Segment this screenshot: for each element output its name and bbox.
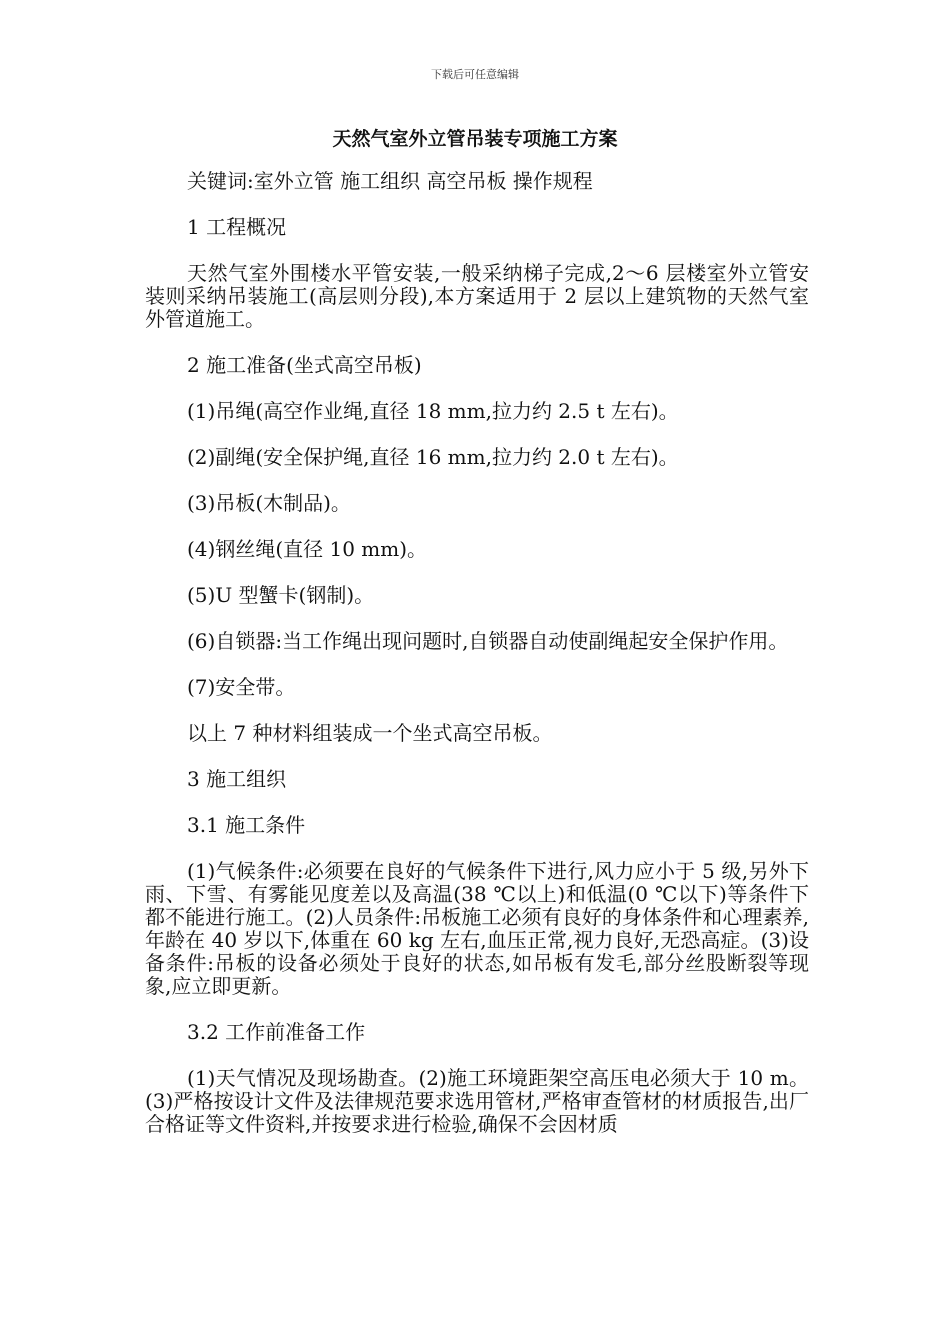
list-item: (3)吊板(木制品)。 xyxy=(187,491,351,515)
list-item: (2)副绳(安全保护绳,直径 16 mm,拉力约 2.0 t 左右)。 xyxy=(187,445,679,469)
list-item: (4)钢丝绳(直径 10 mm)。 xyxy=(187,537,428,561)
subsection-heading: 3.1 施工条件 xyxy=(187,813,306,837)
section-heading: 2 施工准备(坐式高空吊板) xyxy=(187,353,422,377)
list-item: (1)吊绳(高空作业绳,直径 18 mm,拉力约 2.5 t 左右)。 xyxy=(187,399,679,423)
list-item: (5)U 型蟹卡(钢制)。 xyxy=(187,583,375,607)
section-heading: 3 施工组织 xyxy=(187,767,287,791)
document-title: 天然气室外立管吊装专项施工方案 xyxy=(332,128,618,150)
list-item: (6)自锁器:当工作绳出现问题时,自锁器自动使副绳起安全保护作用。 xyxy=(187,629,789,653)
page-header: 下载后可任意编辑 xyxy=(431,68,519,81)
document-body xyxy=(145,170,809,1159)
list-item: (7)安全带。 xyxy=(187,675,296,699)
section-heading: 1 工程概况 xyxy=(187,215,287,239)
keywords-paragraph: 关键词:室外立管 施工组织 高空吊板 操作规程 xyxy=(187,169,593,193)
body-paragraph: 以上 7 种材料组装成一个坐式高空吊板。 xyxy=(187,721,553,745)
body-paragraph: (1)天气情况及现场勘查。(2)施工环境距架空高压电必须大于 10 m。(3)严格按设计文件及法律规范要求选用管材,严格审查管材的材质报告,出厂合格证等文件资料,并按要求进行检验,确保不会因材质 xyxy=(145,1066,809,1136)
body-paragraph: (1)气候条件:必须要在良好的气候条件下进行,风力应小于 5 级,另外下雨、下雪、有雾能见度差以及高温(38 ℃以上)和低温(0 ℃以下)等条件下都不能进行施工。(2)人员条件:吊板施工必须有良好的身体条件和心理素养,年龄在 40 岁以下,体重在 60 kg 左右,血压正常,视力良好,无恐高症。(3)设备条件:吊板的设备必须处于良好的状态,如吊板有发毛,部分丝股断裂等现象,应立即更新。 xyxy=(145,859,809,998)
body-paragraph: 天然气室外围楼水平管安装,一般采纳梯子完成,2～6 层楼室外立管安装则采纳吊装施工(高层则分段),本方案适用于 2 层以上建筑物的天然气室外管道施工。 xyxy=(145,261,809,331)
subsection-heading: 3.2 工作前准备工作 xyxy=(187,1020,366,1044)
